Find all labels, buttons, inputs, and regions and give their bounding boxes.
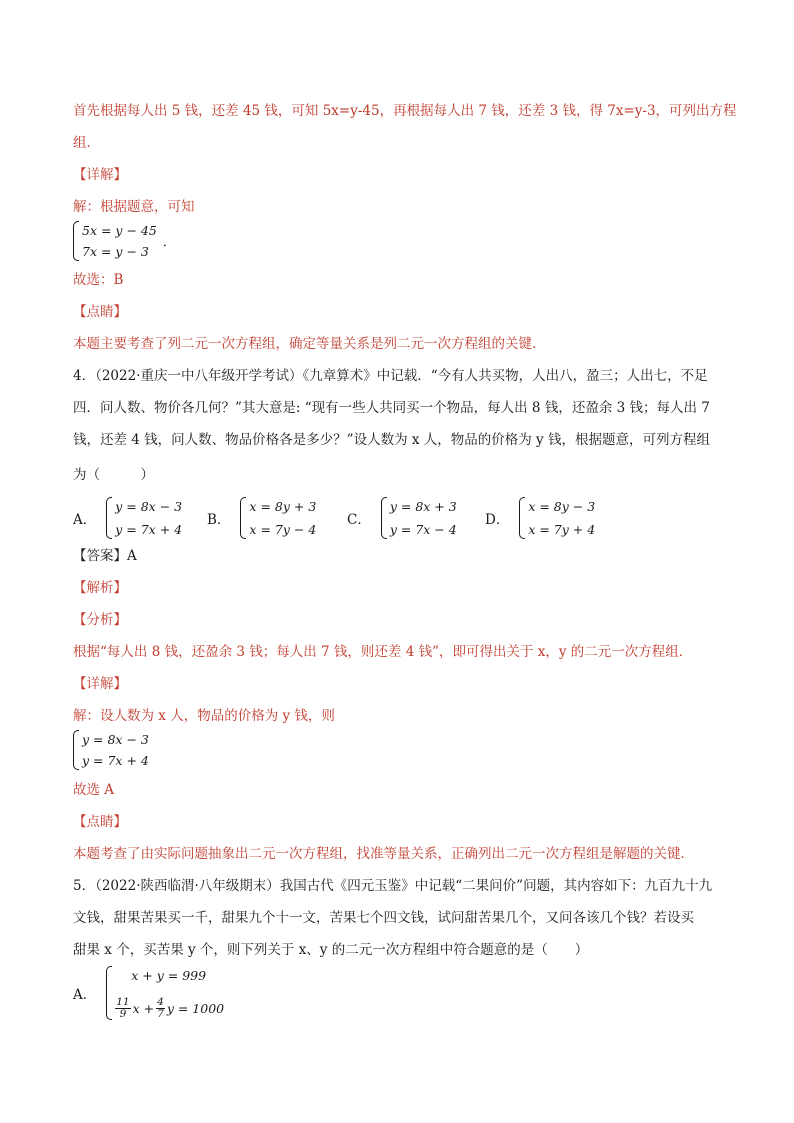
equation: 5x = y − 45 (82, 223, 157, 238)
fraction (115, 997, 130, 1020)
q3-comment-heading: 【点睛】 (73, 304, 127, 320)
q4-stem-line1: 4．（2022·重庆一中八年级开学考试）《九章算术》中记载．“今有人共买物，人出八，盈三；人出七，不足 (73, 368, 708, 384)
equation: x = 8y + 3 (249, 499, 317, 514)
numerator: 4 (157, 996, 164, 1008)
equation (115, 997, 224, 1020)
option-label: B． (207, 512, 231, 528)
q4-option-d[interactable] (485, 497, 595, 539)
equation: y = 7x + 4 (115, 522, 183, 537)
q4-comment: 本题考查了由实际问题抽象出二元一次方程组，找准等量关系，正确列出二元一次方程组是解题的关键． (73, 846, 694, 862)
q4-stem-line4: 为（ ） (73, 467, 154, 483)
q3-detail-heading: 【详解】 (73, 167, 127, 183)
q3-solution-intro: 解：根据题意，可知 (73, 199, 195, 215)
equation: y = 8x − 3 (115, 499, 183, 514)
q5-stem-line1: 5．（2022·陕西临渭·八年级期末）我国古代《四元玉鉴》中记载“二果问价”问题，其内容如下：九百九十九 (73, 878, 713, 894)
q4-fenxi-heading: 【分析】 (73, 612, 127, 628)
option-label: C． (347, 512, 371, 528)
q5-stem-line3: 甜果 x 个，买苦果 y 个，则下列关于 x、y 的二元一次方程组中符合题意的是（ ） (73, 942, 589, 958)
brace (381, 497, 387, 539)
equation: x = 7y + 4 (528, 522, 596, 537)
equation: x = 7y − 4 (249, 522, 317, 537)
equation: y = 8x − 3 (82, 732, 149, 747)
option-label: A． (73, 512, 97, 528)
equation: y = 7x − 4 (389, 522, 457, 537)
term: y = 1000 (166, 1001, 225, 1016)
brace (106, 966, 112, 1020)
q4-option-a[interactable] (73, 497, 182, 539)
equation: 7x = y − 3 (82, 244, 149, 259)
denominator: 7 (157, 1008, 164, 1020)
q3-equation-system (73, 221, 175, 261)
option-label: A． (73, 987, 97, 1003)
brace (240, 497, 246, 539)
q4-stem-line2: 四．问人数、物价各几何？”其大意是: “现有一些人共同买一个物品，每人出 8 钱，还盈余 3 钱；每人出 7 (73, 400, 710, 416)
q3-explanation-line1: 首先根据每人出 5 钱，还差 45 钱，可知 5x=y-45，再根据每人出 7 钱，还差 3 钱，得 7x=y-3，可列出方程 (73, 103, 737, 119)
option-label: D． (485, 512, 510, 528)
q4-option-b[interactable] (207, 497, 316, 539)
q4-analysis-heading: 【解析】 (73, 580, 127, 596)
fraction (156, 997, 165, 1020)
q4-stem-line3: 钱，还差 4 钱，问人数、物品价格各是多少？”设人数为 x 人，物品的价格为 y 钱，根据题意，可列方程组 (73, 432, 710, 448)
equation: x = 8y − 3 (528, 499, 596, 514)
denominator: 9 (119, 1008, 127, 1020)
q4-choice: 故选 A (73, 782, 115, 798)
equation: x + y = 999 (131, 968, 207, 983)
q3-comment: 本题主要考查了列二元一次方程组，确定等量关系是列二元一次方程组的关键． (73, 336, 546, 352)
q3-explanation-line2: 组． (73, 135, 100, 151)
equation: y = 7x + 4 (82, 753, 149, 768)
brace (73, 221, 79, 261)
q4-comment-heading: 【点睛】 (73, 814, 127, 830)
q5-option-a[interactable] (73, 966, 224, 1020)
brace (73, 730, 79, 770)
q3-choice: 故选：B (73, 272, 124, 288)
numerator: 11 (116, 996, 130, 1008)
q4-option-c[interactable] (347, 497, 457, 539)
q4-detail-heading: 【详解】 (73, 676, 127, 692)
q4-equation-system (73, 730, 149, 770)
q4-answer: 【答案】A (73, 548, 137, 564)
period: ． (162, 234, 176, 249)
term: x + (132, 1001, 155, 1016)
equation: y = 8x + 3 (389, 499, 457, 514)
q4-fenxi: 根据“每人出 8 钱，还盈余 3 钱；每人出 7 钱，则还差 4 钱”，即可得出关于 x，y 的二元一次方程组． (73, 644, 693, 660)
brace (106, 497, 112, 539)
q5-stem-line2: 文钱，甜果苦果买一千，甜果九个十一文，苦果七个四文钱，试问甜苦果几个，又问各该几个钱？若设买 (73, 910, 694, 926)
q4-solution-intro: 解：设人数为 x 人，物品的价格为 y 钱，则 (73, 708, 335, 724)
brace (519, 497, 525, 539)
